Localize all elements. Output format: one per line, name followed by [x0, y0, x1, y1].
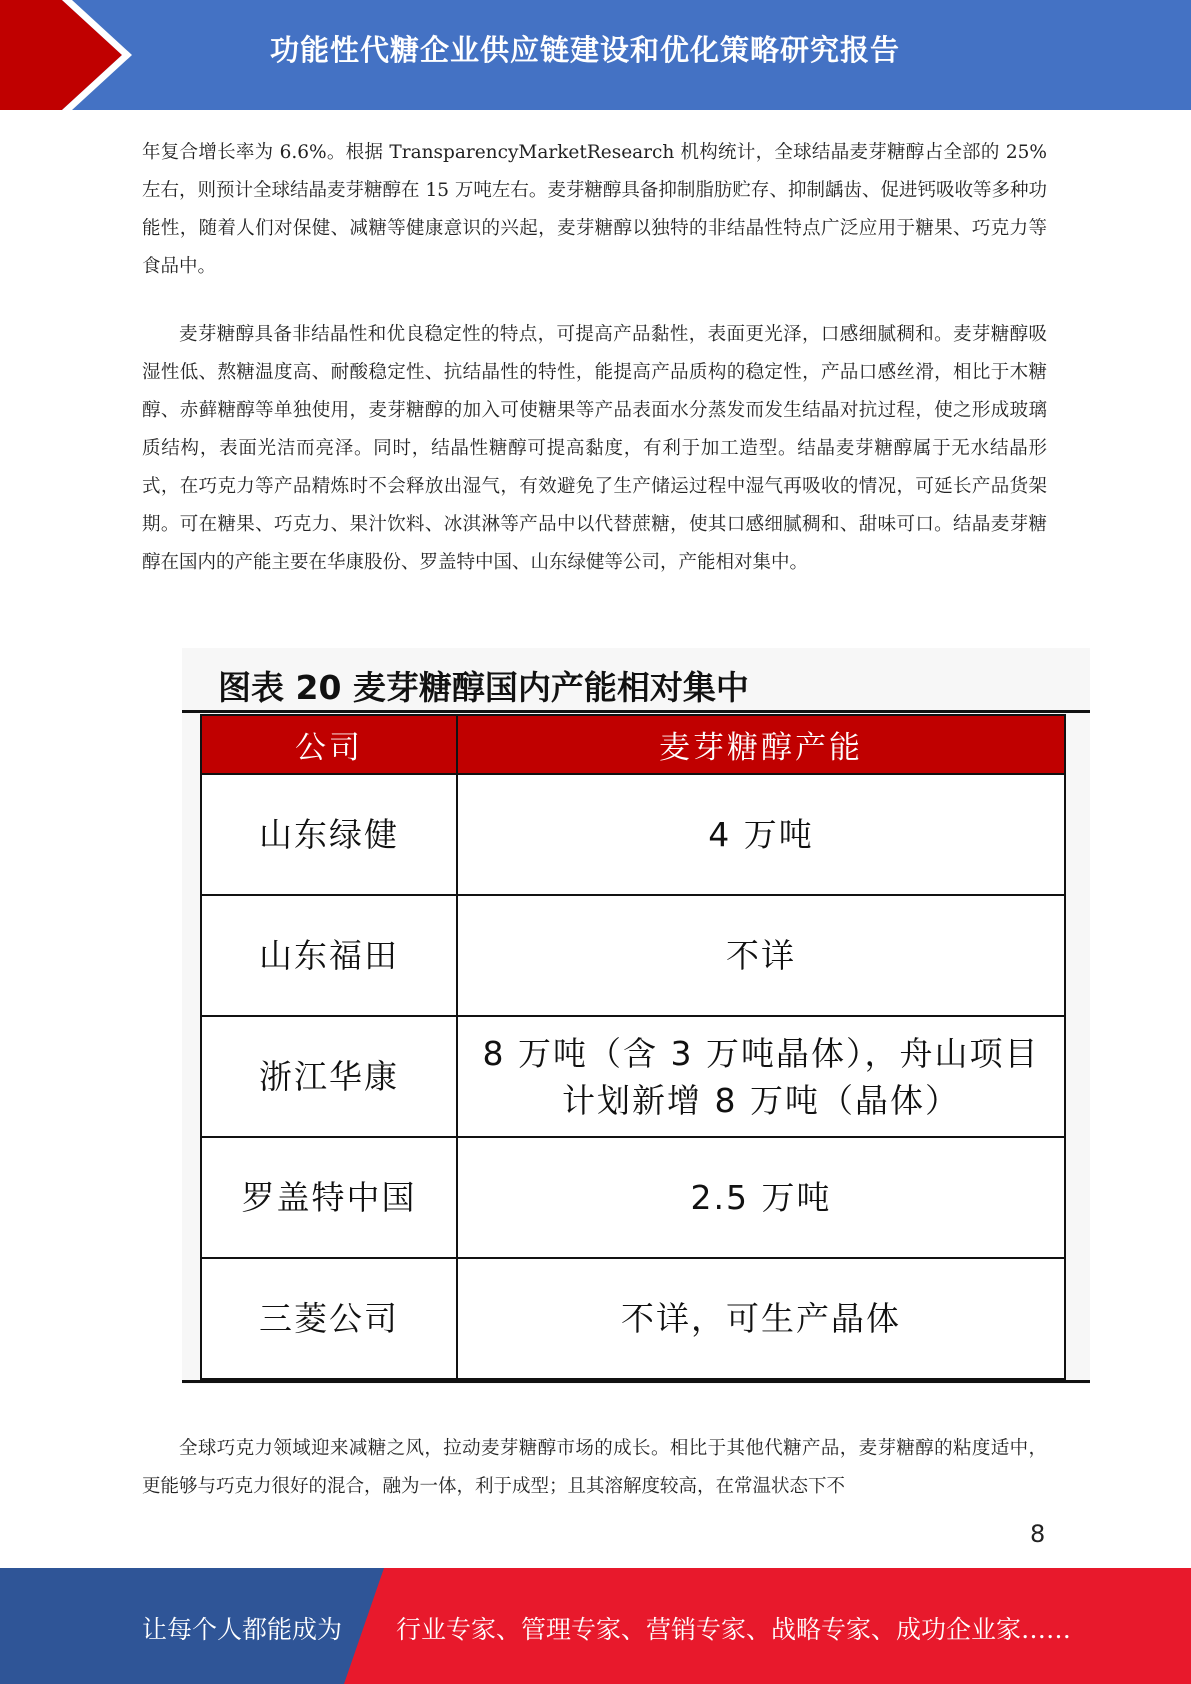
page-number: 8 — [1030, 1520, 1046, 1548]
capacity-cell: 2.5 万吨 — [457, 1137, 1065, 1258]
table-row — [201, 774, 1065, 895]
column-header-capacity: 麦芽糖醇产能 — [457, 715, 1065, 774]
table-row — [201, 1137, 1065, 1258]
body-paragraph: 麦芽糖醇具备非结晶性和优良稳定性的特点，可提高产品黏性，表面更光泽，口感细腻稠和。麦芽糖醇吸湿性低、熬糖温度高、耐酸稳定性、抗结晶性的特性，能提高产品质构的稳定性，产品口感丝滑，相比于木糖醇、赤藓糖醇等单独使用，麦芽糖醇的加入可使糖果等产品表面水分蒸发而发生结晶对抗过程，使之形成玻璃质结构，表面光洁而亮泽。同时，结晶性糖醇可提高黏度，有利于加工造型。结晶麦芽糖醇属于无水结晶形式，在巧克力等产品精炼时不会释放出湿气，有效避免了生产储运过程中湿气再吸收的情况，可延长产品货架期。可在糖果、巧克力、果汁饮料、冰淇淋等产品中以代替蔗糖，使其口感细腻稠和、甜味可口。结晶麦芽糖醇在国内的产能主要在华康股份、罗盖特中国、山东绿健等公司，产能相对集中。 — [142, 324, 1047, 573]
capacity-cell: 不详 — [457, 895, 1065, 1016]
document-title: 功能性代糖企业供应链建设和优化策略研究报告 — [270, 33, 901, 67]
capacity-cell: 4 万吨 — [457, 774, 1065, 895]
company-cell: 山东绿健 — [201, 774, 457, 895]
footer-slogan-left: 让每个人都能成为 — [142, 1615, 343, 1644]
figure-capacity-table — [182, 648, 1090, 1384]
company-cell: 山东福田 — [201, 895, 457, 1016]
header-chevron-icon — [0, 0, 160, 110]
page-footer — [0, 1568, 1191, 1684]
figure-rule — [182, 710, 1090, 713]
table-row — [201, 1016, 1065, 1137]
table-row — [201, 1258, 1065, 1379]
table-row — [201, 895, 1065, 1016]
capacity-cell: 8 万吨（含 3 万吨晶体），舟山项目计划新增 8 万吨（晶体） — [457, 1016, 1065, 1137]
footer-slogan-right: 行业专家、管理专家、营销专家、战略专家、成功企业家…… — [396, 1615, 1072, 1644]
company-cell: 罗盖特中国 — [201, 1137, 457, 1258]
body-paragraph: 全球巧克力领域迎来减糖之风，拉动麦芽糖醇市场的成长。相比于其他代糖产品，麦芽糖醇的粘度适中，更能够与巧克力很好的混合，融为一体，利于成型；且其溶解度较高，在常温状态下不 — [142, 1438, 1047, 1497]
figure-caption: 图表 20 麦芽糖醇国内产能相对集中 — [218, 668, 749, 707]
capacity-cell: 不详，可生产晶体 — [457, 1258, 1065, 1379]
company-cell: 浙江华康 — [201, 1016, 457, 1137]
page-header — [0, 0, 1191, 110]
table-header-row — [201, 715, 1065, 774]
company-cell: 三菱公司 — [201, 1258, 457, 1379]
figure-rule — [182, 1380, 1090, 1383]
capacity-table — [200, 714, 1066, 1380]
body-paragraph: 年复合增长率为 6.6%。根据 TransparencyMarketResearch 机构统计，全球结晶麦芽糖醇占全部的 25%左右，则预计全球结晶麦芽糖醇在 15 万吨左右。麦芽糖醇具备抑制脂肪贮存、抑制龋齿、促进钙吸收等多种功能性，随着人们对保健、减糖等健康意识的兴起，麦芽糖醇以独特的非结晶性特点广泛应用于糖果、巧克力等食品中。 — [142, 142, 1047, 277]
column-header-company: 公司 — [201, 715, 457, 774]
